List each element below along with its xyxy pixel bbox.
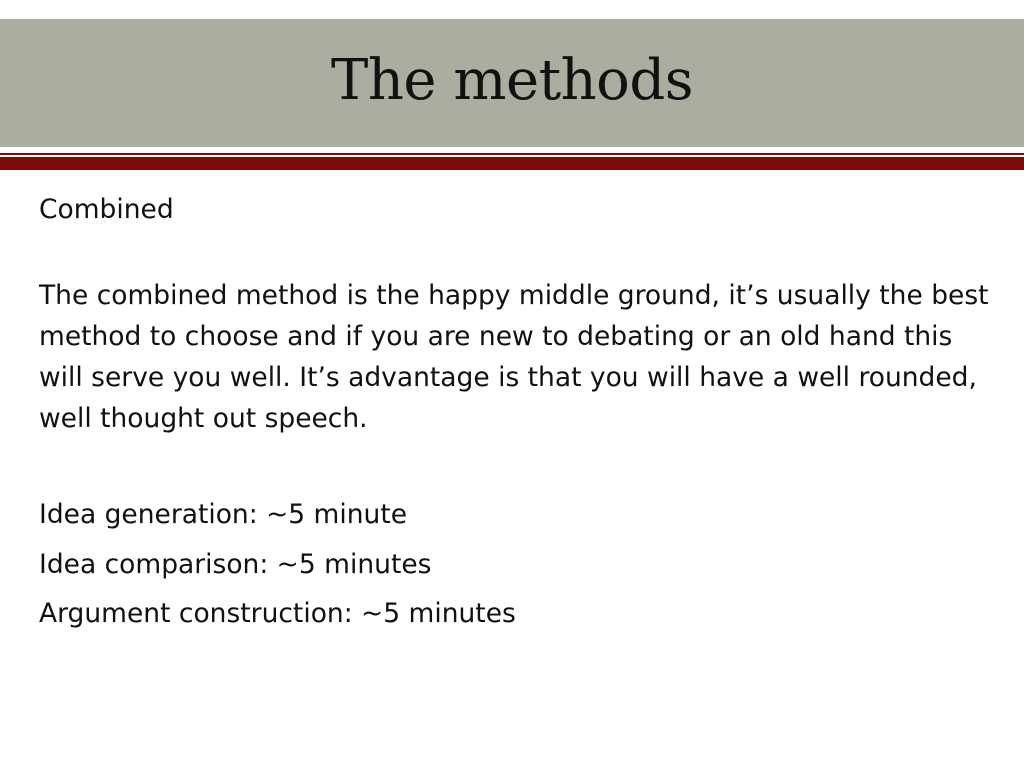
method-subheading: Combined [39,194,174,225]
time-item-idea-comparison: Idea comparison: ~5 minutes [39,548,432,580]
slide-content [39,193,989,639]
accent-rule-thin [0,153,1024,155]
time-item-idea-generation: Idea generation: ~5 minute [39,499,408,530]
accent-rule-thick [0,157,1024,170]
method-description: The combined method is the happy middle ground, it’s usually the best method to choose and if you are new to debating or an old hand this will serve you well. It’s advantage is that you will have a well rounded, well thought out speech. [39,280,989,434]
slide-title: The methods [331,48,693,113]
time-item-argument-construction: Argument construction: ~5 minutes [39,598,516,629]
title-band [0,19,1024,147]
time-list [39,490,989,639]
